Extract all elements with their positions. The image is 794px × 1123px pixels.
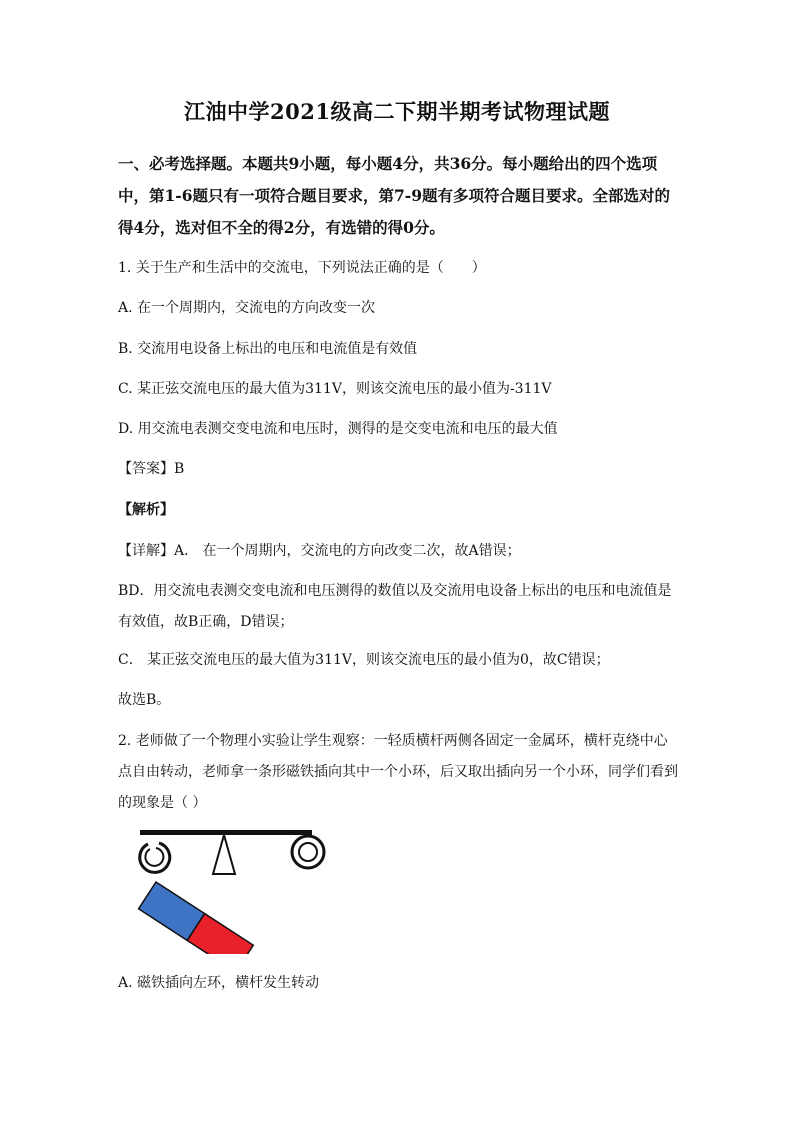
q1-option-d: D. 用交流电表测交变电流和电压时，测得的是交变电流和电压的最大值 bbox=[118, 421, 558, 437]
q1-conclusion: 故选B。 bbox=[118, 692, 171, 708]
section-heading: 一、必考选择题。本题共9小题，每小题4分，共36分。每小题给出的四个选项中，第1-6题只有一项符合题目要求，第7-9题有多项符合题目要求。全部选对的得4分，选对但不全的得2分，有选错的得0分。 bbox=[118, 154, 671, 237]
light-beam bbox=[140, 830, 312, 835]
exam-title: 江油中学2021级高二下期半期考试物理试题 bbox=[184, 99, 610, 124]
q1-detail-bd: BD．用交流电表测交变电流和电压测得的数值以及交流用电设备上标出的电压和电流值是有效值，故B正确，D错误； bbox=[118, 583, 672, 630]
q1-option-c: C. 某正弦交流电压的最大值为311V，则该交流电压的最小值为-311V bbox=[118, 381, 552, 397]
q1-stem: 1. 关于生产和生活中的交流电，下列说法正确的是（ ） bbox=[118, 260, 486, 276]
bar-magnet bbox=[139, 882, 254, 954]
pivot-triangle bbox=[213, 835, 235, 874]
q1-option-b: B. 交流用电设备上标出的电压和电流值是有效值 bbox=[118, 341, 418, 357]
q1-detail-a: 【详解】A． 在一个周期内，交流电的方向改变二次，故A错误； bbox=[118, 543, 521, 559]
q1-option-a: A. 在一个周期内，交流电的方向改变一次 bbox=[118, 300, 376, 316]
q1-detail-c: C． 某正弦交流电压的最大值为311V，则该交流电压的最小值为0，故C错误； bbox=[118, 652, 610, 668]
left-ring-outer bbox=[140, 843, 170, 872]
q1-answer: 【答案】B bbox=[118, 461, 185, 477]
magnet-ring-figure bbox=[118, 822, 338, 954]
q2-stem: 2. 老师做了一个物理小实验让学生观察：一轻质横杆两侧各固定一金属环，横杆克绕中心点自由转动，老师拿一条形磁铁插向其中一个小环，后又取出插向另一个小环，同学们看到的现象是（ ） bbox=[118, 733, 678, 811]
right-ring-inner bbox=[299, 843, 317, 861]
q1-analysis-label: 【解析】 bbox=[118, 502, 174, 518]
q2-option-a: A. 磁铁插向左环，横杆发生转动 bbox=[118, 975, 320, 991]
right-ring-outer bbox=[292, 836, 324, 868]
left-ring-inner bbox=[145, 848, 163, 866]
